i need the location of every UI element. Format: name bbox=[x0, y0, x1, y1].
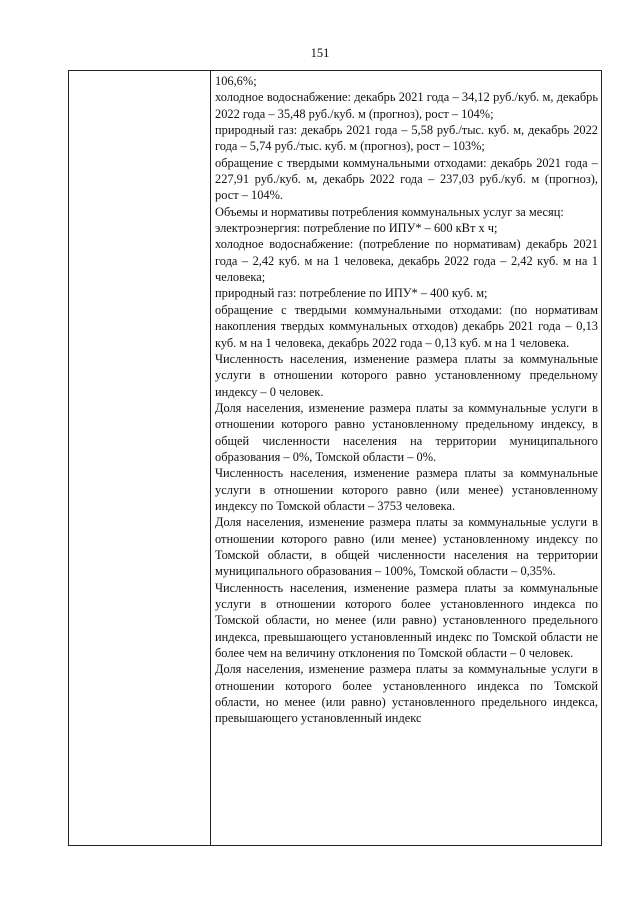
table-right-column bbox=[211, 71, 602, 845]
text-paragraph: обращение с твердыми коммунальными отходами: (по нормативам накопления твердых коммунальных отходов) декабрь 2021 года – 0,13 куб. м на 1 человека, декабрь 2022 года – 0,13 куб. м на 1 человека. bbox=[215, 302, 598, 350]
text-paragraph: природный газ: декабрь 2021 года – 5,58 руб./тыс. куб. м, декабрь 2022 года – 5,74 руб./тыс. куб. м (прогноз), рост – 103%; bbox=[215, 123, 598, 154]
text-paragraph: холодное водоснабжение: (потребление по нормативам) декабрь 2021 года – 2,42 куб. м на 1 человека, декабрь 2022 года – 2,42 куб. м на 1 человека; bbox=[215, 237, 598, 285]
text-paragraph: обращение с твердыми коммунальными отходами: декабрь 2021 года – 227,91 руб./куб. м, декабрь 2022 года – 237,03 руб./куб. м (прогноз), рост – 104%. bbox=[215, 155, 598, 203]
text-paragraph: Численность населения, изменение размера платы за коммунальные услуги в отношении которого равно установленному предельному индексу – 0 человек. bbox=[215, 351, 598, 399]
text-paragraph: 106,6%; bbox=[215, 74, 257, 88]
text-paragraph: холодное водоснабжение: декабрь 2021 года – 34,12 руб./куб. м, декабрь 2022 года – 35,48 руб./куб. м (прогноз), рост – 104%; bbox=[215, 90, 598, 121]
document-table bbox=[68, 70, 602, 846]
table-left-column bbox=[69, 71, 211, 845]
text-paragraph: Объемы и нормативы потребления коммунальных услуг за месяц: bbox=[215, 204, 564, 219]
text-paragraph: Численность населения, изменение размера платы за коммунальные услуги в отношении которого более установленного индекса по Томской области, но менее (или равно) установленного предельного индекса, превышающего установленный индекс по Томской области не более чем на величину отклонения по Томской области – 0 человек. bbox=[215, 580, 598, 661]
text-paragraph: Доля населения, изменение размера платы за коммунальные услуги в отношении которого равно установленному предельному индексу, в общей численности населения на территории муниципального образования – 0%, Томской области – 0%. bbox=[215, 400, 598, 464]
text-paragraph: природный газ: потребление по ИПУ* – 400 куб. м; bbox=[215, 286, 488, 301]
text-paragraph: Доля населения, изменение размера платы за коммунальные услуги в отношении которого равно (или менее) установленному индексу по Томской области, в общей численности населения на территории муниципального образования – 100%, Томской области – 0,35%. bbox=[215, 515, 598, 579]
text-paragraph: электроэнергия: потребление по ИПУ* – 600 кВт х ч; bbox=[215, 221, 498, 236]
text-paragraph: Доля населения, изменение размера платы за коммунальные услуги в отношении которого более установленного индекса по Томской области, но менее (или равно) установленного предельного индекса, превышающего установленный индекс bbox=[215, 662, 598, 726]
page-number: 151 bbox=[310, 46, 330, 60]
text-paragraph: Численность населения, изменение размера платы за коммунальные услуги в отношении которого равно (или менее) установленному индексу по Томской области – 3753 человека. bbox=[215, 466, 598, 513]
